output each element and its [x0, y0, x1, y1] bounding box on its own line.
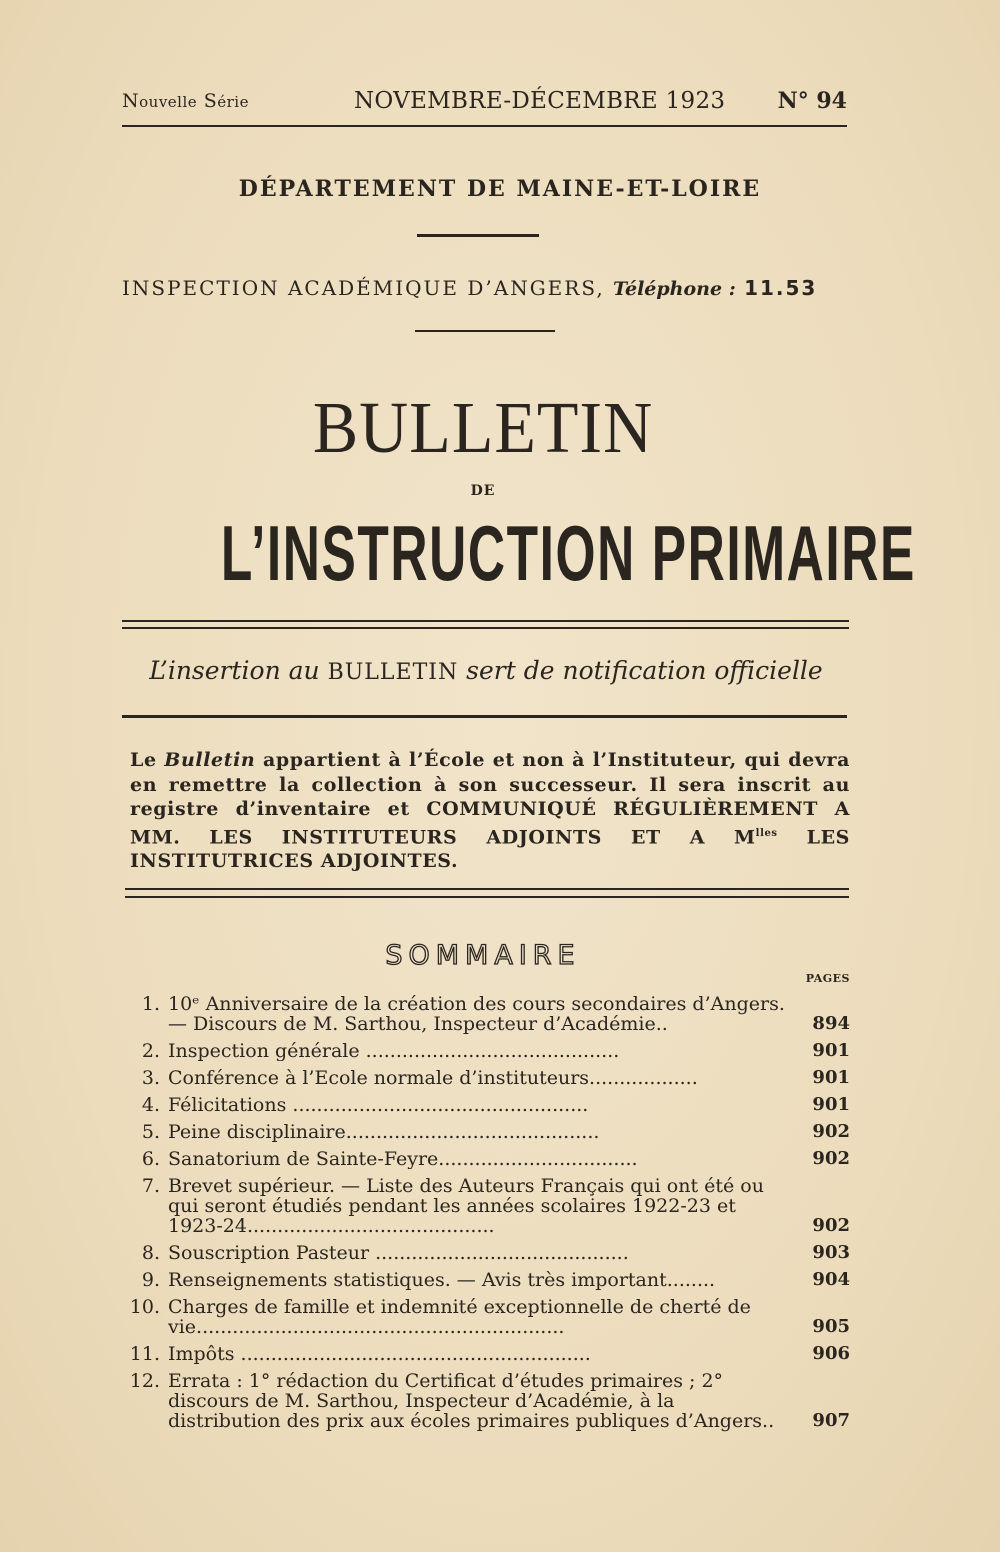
- title-bulletin: BULLETIN: [312, 385, 654, 468]
- list-item: 10. Charges de famille et indemnité exceptionnelle de cherté de vie............................................................. 905: [129, 1296, 850, 1338]
- notification-notice: L’insertion au BULLETIN sert de notification officielle: [149, 656, 823, 685]
- title-de: DE: [470, 483, 496, 499]
- list-item: 7. Brevet supérieur. — Liste des Auteurs Français qui ont été ou qui seront étudiés pendant les années scolaires 1922-23 et 1923-24......................................... 902: [141, 1175, 850, 1237]
- short-rule: [415, 330, 555, 332]
- issue-date: NOVEMBRE-DÉCEMBRE 1923: [354, 88, 726, 114]
- list-item: 4. Félicitations ................................................. 901: [141, 1094, 850, 1116]
- double-rule: [125, 896, 849, 898]
- department-heading: DÉPARTEMENT DE MAINE-ET-LOIRE: [238, 176, 762, 202]
- issue-number: N° 94: [777, 88, 847, 114]
- header-rule: [122, 125, 847, 127]
- short-rule: [417, 234, 539, 237]
- list-item: 2. Inspection générale .......................................... 901: [141, 1040, 850, 1062]
- double-rule: [122, 620, 849, 622]
- list-item: 8. Souscription Pasteur .......................................... 903: [141, 1242, 850, 1264]
- list-item: 11. Impôts .......................................................... 906: [129, 1343, 850, 1365]
- pages-column-label: PAGES: [805, 972, 850, 985]
- list-item: 3. Conférence à l’Ecole normale d’instituteurs.................. 901: [141, 1067, 850, 1089]
- table-of-contents: [120, 994, 850, 1438]
- masthead-header: [122, 88, 847, 118]
- double-rule: [125, 888, 849, 890]
- title-instruction-primaire: L’INSTRUCTION PRIMAIRE: [220, 509, 916, 597]
- double-rule: [122, 627, 849, 629]
- inspection-line: INSPECTION ACADÉMIQUE D’ANGERS, Téléphone : 11.53: [122, 276, 818, 300]
- list-item: 9. Renseignements statistiques. — Avis très important........ 904: [141, 1269, 850, 1291]
- list-item: 1. 10ᵉ Anniversaire de la création des cours secondaires d’Angers. — Discours de M. Sarthou, Inspecteur d’Académie.. 894: [141, 993, 850, 1035]
- list-item: 12. Errata : 1° rédaction du Certificat d’études primaires ; 2° discours de M. Sarthou, Inspecteur d’Académie, à la distribution des prix aux écoles primaires publiques d’Angers.. 907: [129, 1370, 850, 1432]
- list-item: 5. Peine disciplinaire.......................................... 902: [141, 1121, 850, 1143]
- sommaire-heading: SOMMAIRE: [385, 940, 581, 971]
- notice-rule: [122, 715, 847, 718]
- list-item: 6. Sanatorium de Sainte-Feyre................................. 902: [141, 1148, 850, 1170]
- series-label: Nouvelle Série: [122, 90, 249, 112]
- ownership-paragraph: Le Bulletin appartient à l’École et non à l’Instituteur, qui devra en remettre la collection à son successeur. Il sera inscrit au registre d’inventaire et COMMUNIQUÉ RÉGULIÈREMENT A MM. LES INSTITUTEURS ADJOINTS ET A $M^{lles}$ LES INSTITUTRICES ADJOINTES.: [130, 749, 850, 873]
